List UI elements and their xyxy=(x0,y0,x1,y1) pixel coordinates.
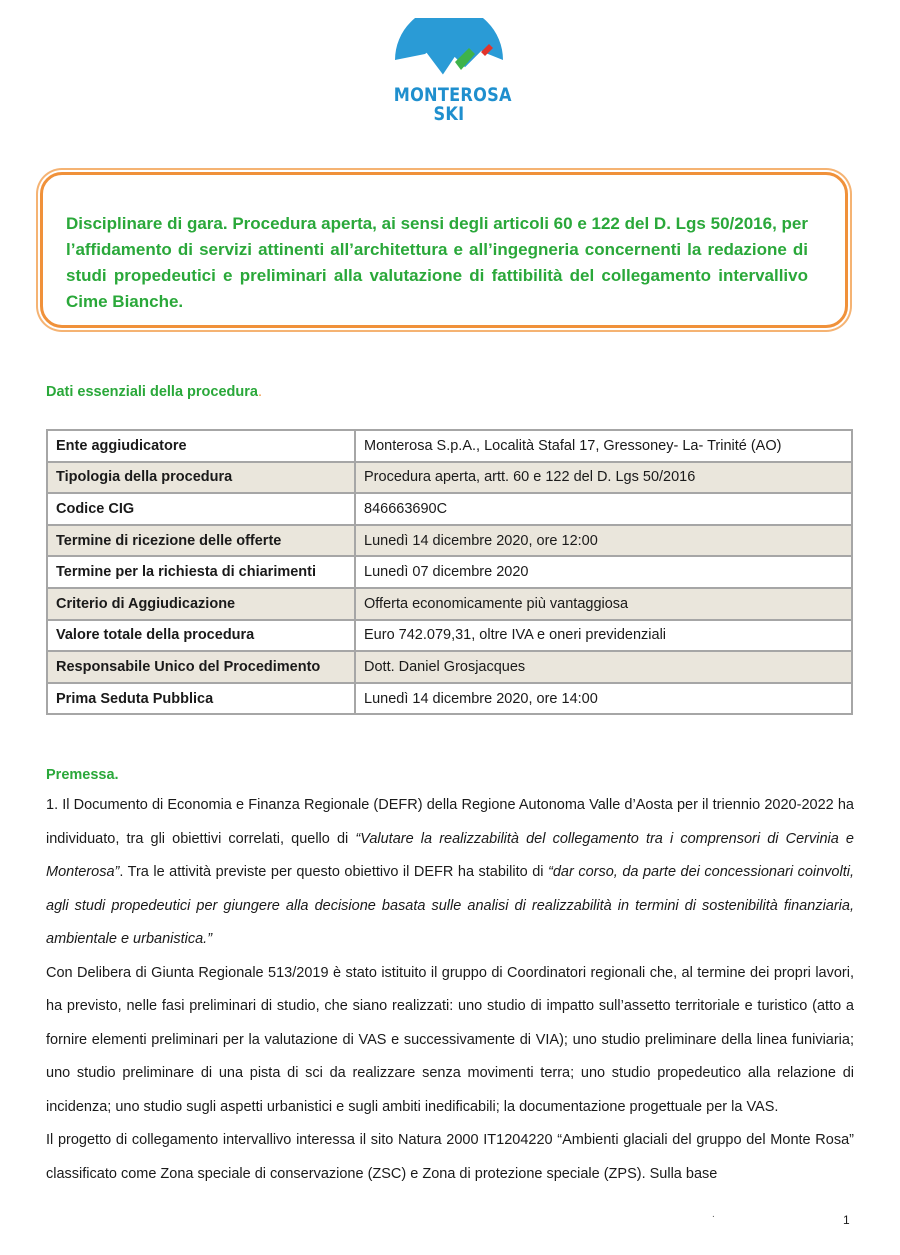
row-label: Tipologia della procedura xyxy=(47,462,355,494)
row-label: Prima Seduta Pubblica xyxy=(47,683,355,715)
row-label: Criterio di Aggiudicazione xyxy=(47,588,355,620)
table-row xyxy=(47,620,852,652)
row-label: Valore totale della procedura xyxy=(47,620,355,652)
mountain-logo-icon xyxy=(389,18,509,86)
logo-text-line1: MONTEROSA xyxy=(393,84,512,106)
paragraph-1-quote-2: “dar corso, da parte dei concessionari coinvolti, agli studi propedeutici per giungere alla decisione basata sulle analisi di realizzabilità in termini di sostenibilità finanziaria, ambientale e urbanistica.” xyxy=(46,864,854,947)
paragraph-1-part-c: . Tra le attività previste per questo obiettivo il DEFR ha stabilito di xyxy=(119,864,549,880)
row-value: Lunedì 14 dicembre 2020, ore 14:00 xyxy=(355,683,852,715)
row-value: Offerta economicamente più vantaggiosa xyxy=(355,588,852,620)
document-title: Disciplinare di gara. Procedura aperta, ai sensi degli articoli 60 e 122 del D. Lgs 50/2016, per l’affidamento di servizi attinenti all’architettura e all’ingegneria concernenti la redazione di studi propedeutici e preliminari alla valutazione di fattibilità del collegamento intervallivo Cime Bianche. xyxy=(66,214,808,311)
table-row xyxy=(47,462,852,494)
row-value: Procedura aperta, artt. 60 e 122 del D. Lgs 50/2016 xyxy=(355,462,852,494)
page-number: 1 xyxy=(843,1213,850,1227)
row-value: Euro 742.079,31, oltre IVA e oneri previdenziali xyxy=(355,620,852,652)
monterosa-ski-logo xyxy=(384,18,514,133)
row-label: Termine di ricezione delle offerte xyxy=(47,525,355,557)
paragraph-2: Con Delibera di Giunta Regionale 513/2019 è stato istituito il gruppo di Coordinatori regionali che, al termine dei propri lavori, ha previsto, nelle fasi preliminari di studio, che siano realizzati: uno studio di impatto sull’assetto territoriale e turistico (atto a fornire elementi preliminari per la valutazione di VAS e successivamente di VIA); uno studio preliminare della linea funiviaria; uno studio preliminare di una pista di sci da realizzare senza movimenti terra; uno studio propedeutico alla relazione di incidenza; uno studio sugli aspetti urbanistici e sugli ambiti inedificabili; la documentazione progettuale per la VAS. xyxy=(46,964,854,1115)
table-row xyxy=(47,683,852,715)
premessa-body xyxy=(46,789,854,1191)
row-value: Lunedì 07 dicembre 2020 xyxy=(355,556,852,588)
row-value: 846663690C xyxy=(355,493,852,525)
paragraph-3: Il progetto di collegamento intervallivo interessa il sito Natura 2000 IT1204220 “Ambienti glaciali del gruppo del Monte Rosa” classificato come Zona speciale di conservazione (ZSC) e Zona di protezione speciale (ZPS). Sulla base xyxy=(46,1132,854,1182)
dati-essenziali-heading-dot: . xyxy=(257,384,262,400)
dati-essenziali-heading xyxy=(46,384,262,400)
premessa-heading: Premessa. xyxy=(46,767,119,783)
row-label: Responsabile Unico del Procedimento xyxy=(47,651,355,683)
paragraph-1 xyxy=(46,789,854,957)
table-row xyxy=(47,525,852,557)
row-value: Lunedì 14 dicembre 2020, ore 12:00 xyxy=(355,525,852,557)
dati-essenziali-heading-text: Dati essenziali della procedura xyxy=(46,384,258,400)
paragraph-1-quote-1: “Valutare la realizzabilità del collegamento tra i comprensori di Cervinia e Monterosa” xyxy=(46,830,854,880)
row-value: Dott. Daniel Grosjacques xyxy=(355,651,852,683)
table-row xyxy=(47,556,852,588)
row-value: Monterosa S.p.A., Località Stafal 17, Gressoney- La- Trinité (AO) xyxy=(355,430,852,462)
table-row xyxy=(47,493,852,525)
procedure-info-table xyxy=(46,429,853,715)
paragraph-1-part-a: 1. Il Documento di Economia e Finanza Regionale (DEFR) della Regione Autonoma Valle d’Aosta per il triennio 2020-2022 ha individuato, tra gli obiettivi correlati, quello di xyxy=(46,797,854,847)
table-row xyxy=(47,588,852,620)
footer-dot: . xyxy=(712,1209,715,1220)
logo-text-line2: SKI xyxy=(433,103,465,125)
table-row xyxy=(47,430,852,462)
row-label: Codice CIG xyxy=(47,493,355,525)
table-row xyxy=(47,651,852,683)
row-label: Termine per la richiesta di chiarimenti xyxy=(47,556,355,588)
row-label: Ente aggiudicatore xyxy=(47,430,355,462)
